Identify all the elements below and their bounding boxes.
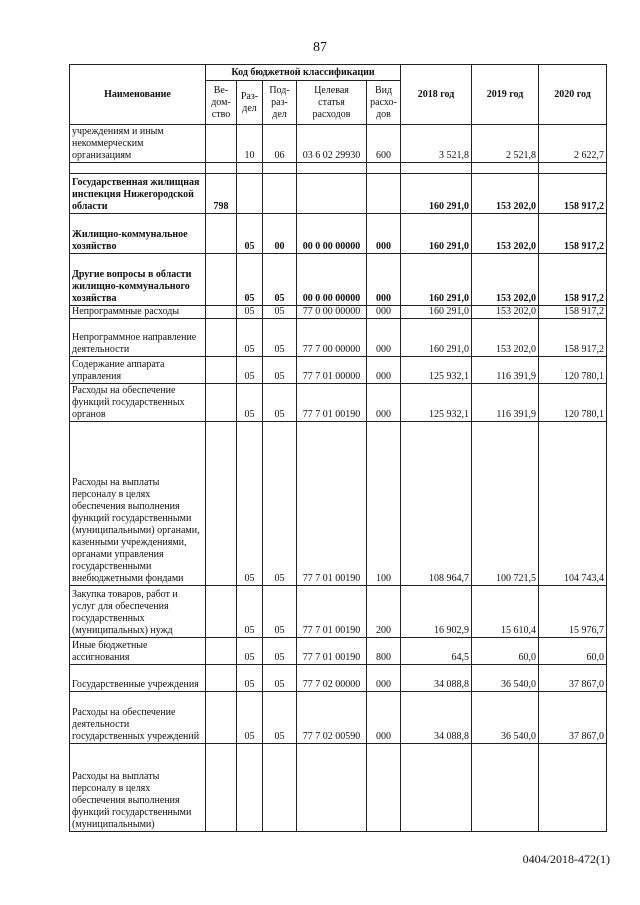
razdel-cell: 05 (237, 665, 263, 692)
target-cell: 77 7 01 00190 (297, 422, 367, 586)
amount-2019-cell: 36 540,0 (472, 665, 539, 692)
table-row (70, 384, 607, 422)
amount-2020-cell (539, 744, 607, 832)
podrazdel-cell: 05 (263, 319, 297, 357)
vedomstvo-cell (206, 357, 237, 384)
header-2019: 2019 год (472, 65, 539, 125)
vedomstvo-cell (206, 384, 237, 422)
vedomstvo-cell (206, 692, 237, 744)
razdel-cell: 05 (237, 319, 263, 357)
amount-2020-cell: 37 867,0 (539, 692, 607, 744)
podrazdel-cell: 06 (263, 125, 297, 163)
amount-2018-cell: 160 291,0 (401, 214, 472, 254)
table-row (70, 306, 607, 319)
podrazdel-cell: 05 (263, 306, 297, 319)
razdel-cell: 05 (237, 214, 263, 254)
name-cell: Содержание аппарата управления (70, 357, 206, 384)
target-cell: 77 7 02 00590 (297, 692, 367, 744)
vid-cell: 000 (367, 306, 401, 319)
vedomstvo-cell (206, 306, 237, 319)
target-cell: 77 7 01 00000 (297, 357, 367, 384)
razdel-cell: 05 (237, 357, 263, 384)
razdel-cell: 05 (237, 254, 263, 306)
name-cell: Закупка товаров, работ и услуг для обеспечения государственных (муниципальных) нужд (70, 586, 206, 638)
razdel-cell (237, 174, 263, 214)
razdel-cell: 05 (237, 638, 263, 665)
vedomstvo-cell (206, 125, 237, 163)
table-row (70, 665, 607, 692)
razdel-cell: 05 (237, 586, 263, 638)
amount-2018-cell: 108 964,7 (401, 422, 472, 586)
name-cell: учреждениям и иным некоммерческим организациям (70, 125, 206, 163)
target-cell: 77 7 01 00190 (297, 384, 367, 422)
amount-2020-cell: 15 976,7 (539, 586, 607, 638)
amount-2020-cell: 158 917,2 (539, 174, 607, 214)
target-cell: 77 7 00 00000 (297, 319, 367, 357)
header-target: Целевая статья расходов (297, 81, 367, 125)
vid-cell: 000 (367, 692, 401, 744)
vid-cell (367, 174, 401, 214)
vid-cell (367, 744, 401, 832)
podrazdel-cell: 05 (263, 422, 297, 586)
amount-2020-cell: 2 622,7 (539, 125, 607, 163)
razdel-cell: 05 (237, 422, 263, 586)
vedomstvo-cell (206, 254, 237, 306)
empty-cell (70, 163, 206, 174)
name-cell: Жилищно-коммунальное хозяйство (70, 214, 206, 254)
empty-cell (367, 163, 401, 174)
amount-2018-cell: 34 088,8 (401, 692, 472, 744)
podrazdel-cell: 05 (263, 384, 297, 422)
amount-2019-cell: 60,0 (472, 638, 539, 665)
target-cell: 00 0 00 00000 (297, 214, 367, 254)
amount-2019-cell (472, 744, 539, 832)
document-code: 0404/2018-472(1) (522, 852, 610, 866)
name-cell: Расходы на обеспечение функций государственных органов (70, 384, 206, 422)
name-cell: Непрограммные расходы (70, 306, 206, 319)
vid-cell: 800 (367, 638, 401, 665)
amount-2019-cell: 153 202,0 (472, 254, 539, 306)
vedomstvo-cell (206, 422, 237, 586)
amount-2018-cell: 125 932,1 (401, 357, 472, 384)
name-cell: Иные бюджетные ассигнования (70, 638, 206, 665)
table-row (70, 638, 607, 665)
amount-2019-cell: 15 610,4 (472, 586, 539, 638)
amount-2018-cell: 160 291,0 (401, 254, 472, 306)
vedomstvo-cell (206, 319, 237, 357)
podrazdel-cell: 05 (263, 357, 297, 384)
target-cell: 77 7 01 00190 (297, 638, 367, 665)
amount-2020-cell: 120 780,1 (539, 384, 607, 422)
vid-cell: 100 (367, 422, 401, 586)
header-name: Наименование (70, 65, 206, 125)
amount-2019-cell: 100 721,5 (472, 422, 539, 586)
vid-cell: 600 (367, 125, 401, 163)
empty-cell (539, 163, 607, 174)
vedomstvo-cell: 798 (206, 174, 237, 214)
amount-2018-cell: 64,5 (401, 638, 472, 665)
amount-2018-cell: 160 291,0 (401, 306, 472, 319)
table-row (70, 125, 607, 163)
vedomstvo-cell (206, 214, 237, 254)
table-row (70, 174, 607, 214)
empty-cell (263, 163, 297, 174)
name-cell: Непрограммное направление деятельности (70, 319, 206, 357)
spacer-row (70, 163, 607, 174)
empty-cell (472, 163, 539, 174)
amount-2020-cell: 158 917,2 (539, 214, 607, 254)
header-vedomstvo: Ве- дом- ство (206, 81, 237, 125)
amount-2020-cell: 158 917,2 (539, 319, 607, 357)
table-row (70, 254, 607, 306)
name-cell: Государственные учреждения (70, 665, 206, 692)
podrazdel-cell: 05 (263, 638, 297, 665)
podrazdel-cell: 05 (263, 665, 297, 692)
amount-2018-cell: 3 521,8 (401, 125, 472, 163)
amount-2020-cell: 37 867,0 (539, 665, 607, 692)
name-cell: Другие вопросы в области жилищно-коммунального хозяйства (70, 254, 206, 306)
budget-table (69, 64, 607, 832)
table-row (70, 692, 607, 744)
amount-2020-cell: 120 780,1 (539, 357, 607, 384)
empty-cell (401, 163, 472, 174)
table-row (70, 744, 607, 832)
podrazdel-cell: 05 (263, 692, 297, 744)
vid-cell: 000 (367, 214, 401, 254)
amount-2020-cell: 158 917,2 (539, 306, 607, 319)
amount-2018-cell (401, 744, 472, 832)
table-row (70, 319, 607, 357)
target-cell: 77 0 00 00000 (297, 306, 367, 319)
razdel-cell: 05 (237, 306, 263, 319)
vid-cell: 000 (367, 319, 401, 357)
vid-cell: 000 (367, 357, 401, 384)
amount-2019-cell: 2 521,8 (472, 125, 539, 163)
podrazdel-cell: 05 (263, 254, 297, 306)
table-row (70, 586, 607, 638)
name-cell: Расходы на выплаты персоналу в целях обеспечения выполнения функций государственными (муниципальными) органами, казенными учреждениями, органами управления государственными внебюджетными фондами (70, 422, 206, 586)
header-razdel: Раз- дел (237, 81, 263, 125)
table-row (70, 214, 607, 254)
amount-2020-cell: 60,0 (539, 638, 607, 665)
vedomstvo-cell (206, 665, 237, 692)
target-cell: 77 7 02 00000 (297, 665, 367, 692)
target-cell (297, 174, 367, 214)
amount-2019-cell: 153 202,0 (472, 214, 539, 254)
vid-cell: 000 (367, 384, 401, 422)
empty-cell (237, 163, 263, 174)
empty-cell (206, 163, 237, 174)
table-row (70, 357, 607, 384)
empty-cell (297, 163, 367, 174)
header-code-group: Код бюджетной классификации (206, 65, 401, 81)
target-cell: 77 7 01 00190 (297, 586, 367, 638)
vedomstvo-cell (206, 638, 237, 665)
amount-2018-cell: 16 902,9 (401, 586, 472, 638)
name-cell: Государственная жилищная инспекция Нижегородской области (70, 174, 206, 214)
amount-2019-cell: 153 202,0 (472, 306, 539, 319)
podrazdel-cell (263, 174, 297, 214)
header-podrazdel: Под- раз- дел (263, 81, 297, 125)
target-cell (297, 744, 367, 832)
amount-2018-cell: 160 291,0 (401, 174, 472, 214)
amount-2018-cell: 160 291,0 (401, 319, 472, 357)
vid-cell: 200 (367, 586, 401, 638)
podrazdel-cell (263, 744, 297, 832)
amount-2019-cell: 116 391,9 (472, 384, 539, 422)
table-body (70, 125, 607, 832)
table-row (70, 422, 607, 586)
amount-2020-cell: 158 917,2 (539, 254, 607, 306)
page-number: 87 (313, 40, 327, 55)
amount-2019-cell: 36 540,0 (472, 692, 539, 744)
vid-cell: 000 (367, 254, 401, 306)
vedomstvo-cell (206, 744, 237, 832)
target-cell: 00 0 00 00000 (297, 254, 367, 306)
header-2020: 2020 год (539, 65, 607, 125)
amount-2020-cell: 104 743,4 (539, 422, 607, 586)
amount-2018-cell: 125 932,1 (401, 384, 472, 422)
razdel-cell: 10 (237, 125, 263, 163)
podrazdel-cell: 00 (263, 214, 297, 254)
razdel-cell (237, 744, 263, 832)
target-cell: 03 6 02 29930 (297, 125, 367, 163)
name-cell: Расходы на выплаты персоналу в целях обеспечения выполнения функций государственными (муниципальными) (70, 744, 206, 832)
amount-2018-cell: 34 088,8 (401, 665, 472, 692)
amount-2019-cell: 153 202,0 (472, 319, 539, 357)
name-cell: Расходы на обеспечение деятельности государственных учреждений (70, 692, 206, 744)
podrazdel-cell: 05 (263, 586, 297, 638)
razdel-cell: 05 (237, 692, 263, 744)
header-vid: Вид расхо- дов (367, 81, 401, 125)
header-2018: 2018 год (401, 65, 472, 125)
amount-2019-cell: 116 391,9 (472, 357, 539, 384)
vid-cell: 000 (367, 665, 401, 692)
vedomstvo-cell (206, 586, 237, 638)
amount-2019-cell: 153 202,0 (472, 174, 539, 214)
razdel-cell: 05 (237, 384, 263, 422)
